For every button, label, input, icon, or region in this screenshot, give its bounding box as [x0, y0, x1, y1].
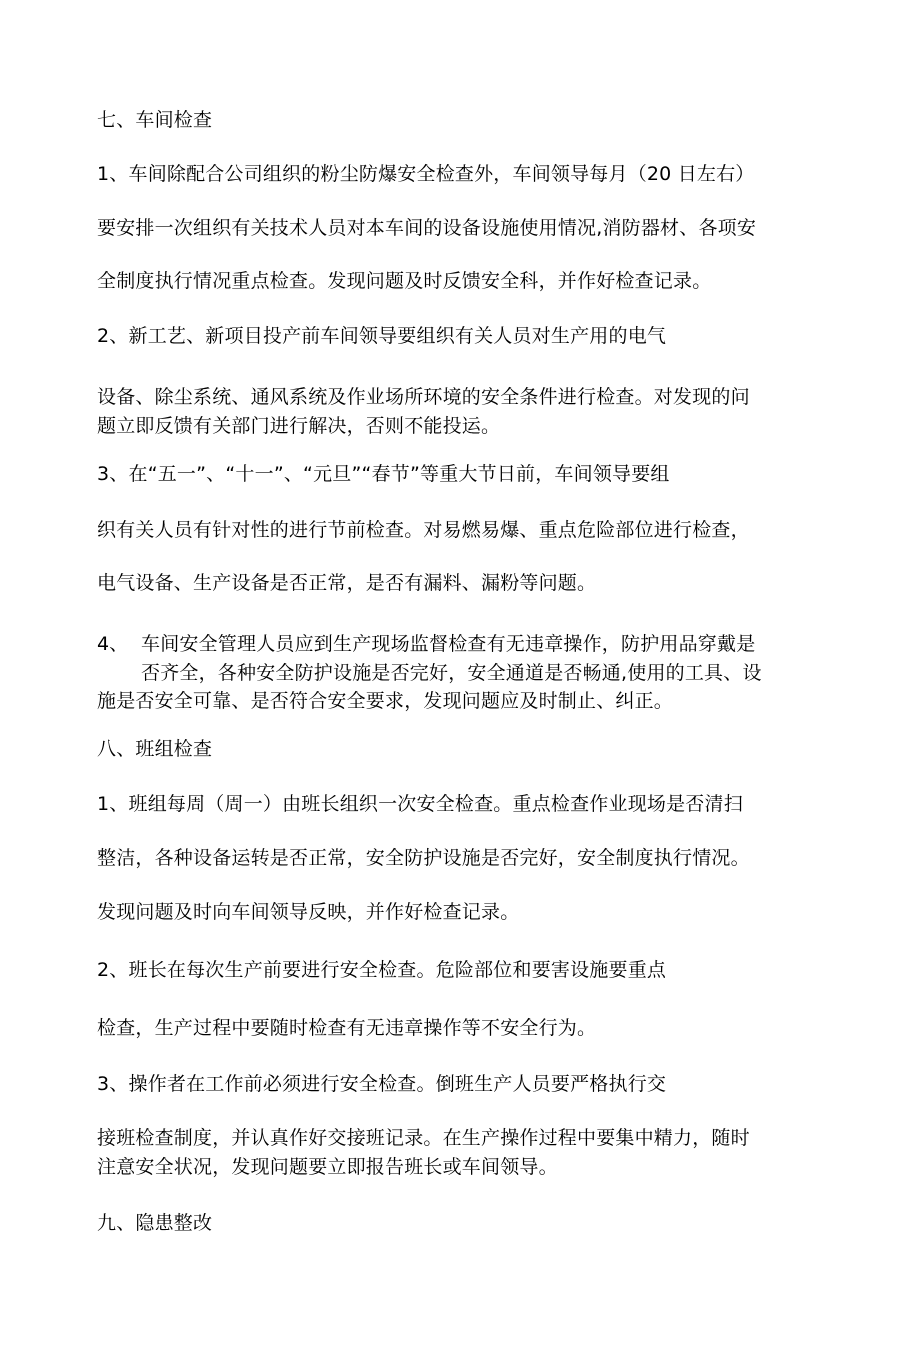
s8-item1-line2: 整洁，各种设备运转是否正常，安全防护设施是否完好，安全制度执行情况。: [97, 847, 750, 869]
section-7-heading: 七、车间检查: [97, 109, 213, 131]
s8-item2-line2: 检查，生产过程中要随时检查有无违章操作等不安全行为。: [97, 1017, 597, 1039]
s7-item4-line3: 施是否安全可靠、是否符合安全要求，发现问题应及时制止、纠正。: [97, 690, 674, 712]
s7-item3-line3: 电气设备、生产设备是否正常，是否有漏料、漏粉等问题。: [97, 572, 597, 594]
s7-item3-line1: 3、在“五一”、“十一”、“元旦”“春节”等重大节日前，车间领导要组: [97, 463, 670, 485]
s8-item2-line1: 2、班长在每次生产前要进行安全检查。危险部位和要害设施要重点: [97, 959, 667, 981]
s7-item2-line2: 设备、除尘系统、通风系统及作业场所环境的安全条件进行检查。对发现的问: [97, 386, 750, 408]
s7-item1-line2: 要安排一次组织有关技术人员对本车间的设备设施使用情况,消防器材、各项安: [97, 217, 757, 239]
section-9-heading: 九、隐患整改: [97, 1212, 213, 1234]
s7-item4-line2: 否齐全，各种安全防护设施是否完好，安全通道是否畅通,使用的工具、设: [141, 662, 762, 684]
s8-item3-line1: 3、操作者在工作前必须进行安全检查。倒班生产人员要严格执行交: [97, 1073, 667, 1095]
s8-item1-line3: 发现问题及时向车间领导反映，并作好检查记录。: [97, 901, 520, 923]
s7-item1-line3: 全制度执行情况重点检查。发现问题及时反馈安全科，并作好检查记录。: [97, 270, 712, 292]
s7-item4-number: 4、: [97, 633, 129, 655]
s8-item1-line1: 1、班组每周（周一）由班长组织一次安全检查。重点检查作业现场是否清扫: [97, 793, 743, 815]
s8-item3-line3: 注意安全状况，发现问题要立即报告班长或车间领导。: [97, 1156, 558, 1178]
s7-item4-line1: 车间安全管理人员应到生产现场监督检查有无违章操作，防护用品穿戴是: [141, 633, 756, 655]
s7-item3-line2: 织有关人员有针对性的进行节前检查。对易燃易爆、重点危险部位进行检查，: [97, 519, 750, 541]
s7-item1-line1: 1、车间除配合公司组织的粉尘防爆安全检查外，车间领导每月（20 日左右）: [97, 163, 755, 185]
s8-item3-line2: 接班检查制度，并认真作好交接班记录。在生产操作过程中要集中精力，随时: [97, 1127, 750, 1149]
s7-item2-line3: 题立即反馈有关部门进行解决，否则不能投运。: [97, 415, 501, 437]
section-8-heading: 八、班组检查: [97, 738, 213, 760]
s7-item2-line1: 2、新工艺、新项目投产前车间领导要组织有关人员对生产用的电气: [97, 325, 667, 347]
